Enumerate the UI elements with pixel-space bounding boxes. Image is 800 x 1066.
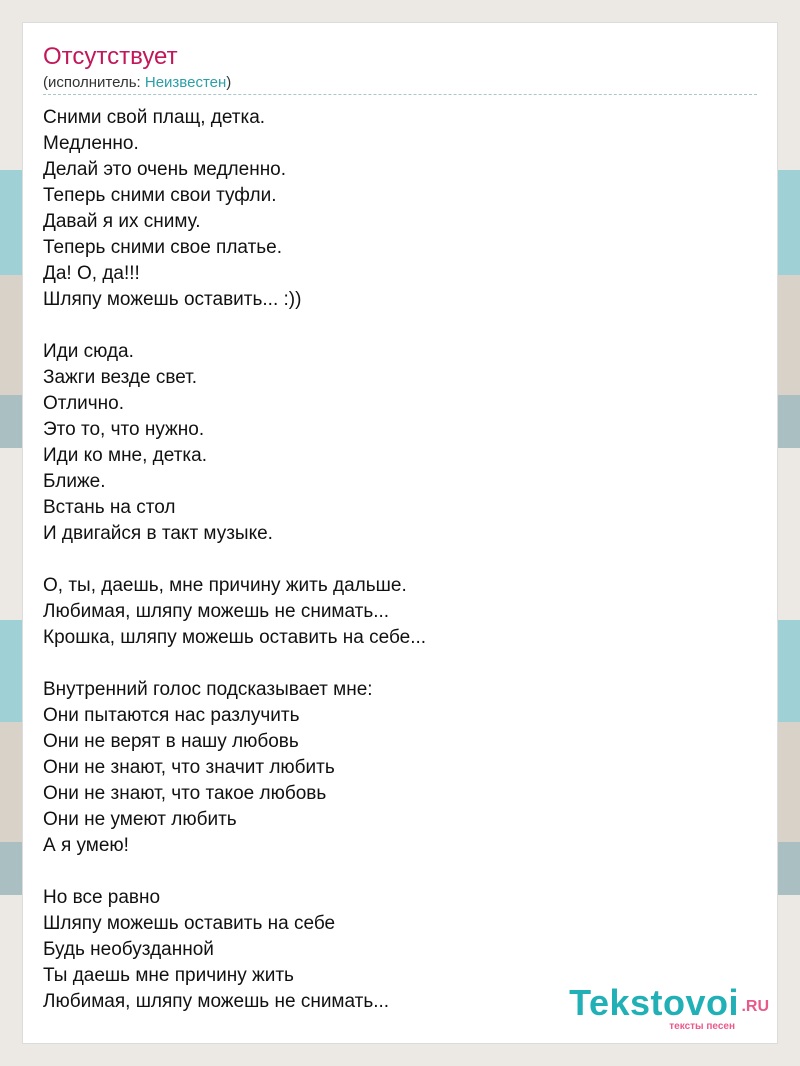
logo-tagline: тексты песен [669, 1021, 735, 1032]
lyric-line: Ближе. [43, 471, 106, 492]
lyric-line: Шляпу можешь оставить на себе [43, 913, 336, 934]
lyric-line: Будь необузданной [43, 939, 214, 960]
lyric-line: Любимая, шляпу можешь не снимать... [43, 991, 390, 1012]
logo-wordmark: Tekstovoi [569, 982, 739, 1023]
lyrics-card [22, 22, 778, 1044]
lyric-line: Сними свой плащ, детка. [43, 107, 266, 128]
lyric-line: Крошка, шляпу можешь оставить на себе... [43, 627, 427, 648]
lyric-line: Медленно. [43, 133, 139, 154]
lyric-line: Любимая, шляпу можешь не снимать... [43, 601, 390, 622]
song-title: Отсутствует [43, 43, 178, 70]
lyric-line: Шляпу можешь оставить... :)) [43, 289, 302, 310]
lyrics-body [43, 105, 743, 1015]
lyric-line: Внутренний голос подсказывает мне: [43, 679, 373, 700]
lyric-line: Они пытаются нас разлучить [43, 705, 300, 726]
stanza-break [43, 313, 743, 339]
lyric-line: Да! О, да!!! [43, 263, 140, 284]
lyric-line: Это то, что нужно. [43, 419, 205, 440]
lyric-line: Зажги везде свет. [43, 367, 198, 388]
lyric-line: Давай я их сниму. [43, 211, 201, 232]
lyric-line: Теперь сними свои туфли. [43, 185, 277, 206]
lyric-line: Они не знают, что значит любить [43, 757, 335, 778]
logo-tld: .RU [741, 998, 769, 1015]
stanza-break [43, 859, 743, 885]
site-logo[interactable] [529, 983, 769, 1043]
lyric-line: А я умею! [43, 835, 129, 856]
artist-line [43, 74, 231, 92]
artist-prefix: (исполнитель: [43, 74, 145, 91]
lyric-line: Теперь сними свое платье. [43, 237, 283, 258]
lyric-line: О, ты, даешь, мне причину жить дальше. [43, 575, 407, 596]
lyric-line: Они не умеют любить [43, 809, 237, 830]
lyric-line: И двигайся в такт музыке. [43, 523, 273, 544]
lyric-line: Иди сюда. [43, 341, 134, 362]
lyric-line: Они не верят в нашу любовь [43, 731, 299, 752]
lyric-line: Отлично. [43, 393, 125, 414]
lyric-line: Встань на стол [43, 497, 176, 518]
lyric-line: Но все равно [43, 887, 161, 908]
lyric-line: Иди ко мне, детка. [43, 445, 207, 466]
lyric-line: Они не знают, что такое любовь [43, 783, 327, 804]
lyric-line: Ты даешь мне причину жить [43, 965, 294, 986]
stanza-break [43, 547, 743, 573]
lyric-line: Делай это очень медленно. [43, 159, 287, 180]
artist-suffix: ) [226, 74, 232, 91]
artist-link[interactable]: Неизвестен [144, 74, 227, 91]
stanza-break [43, 651, 743, 677]
title-divider [43, 94, 757, 95]
